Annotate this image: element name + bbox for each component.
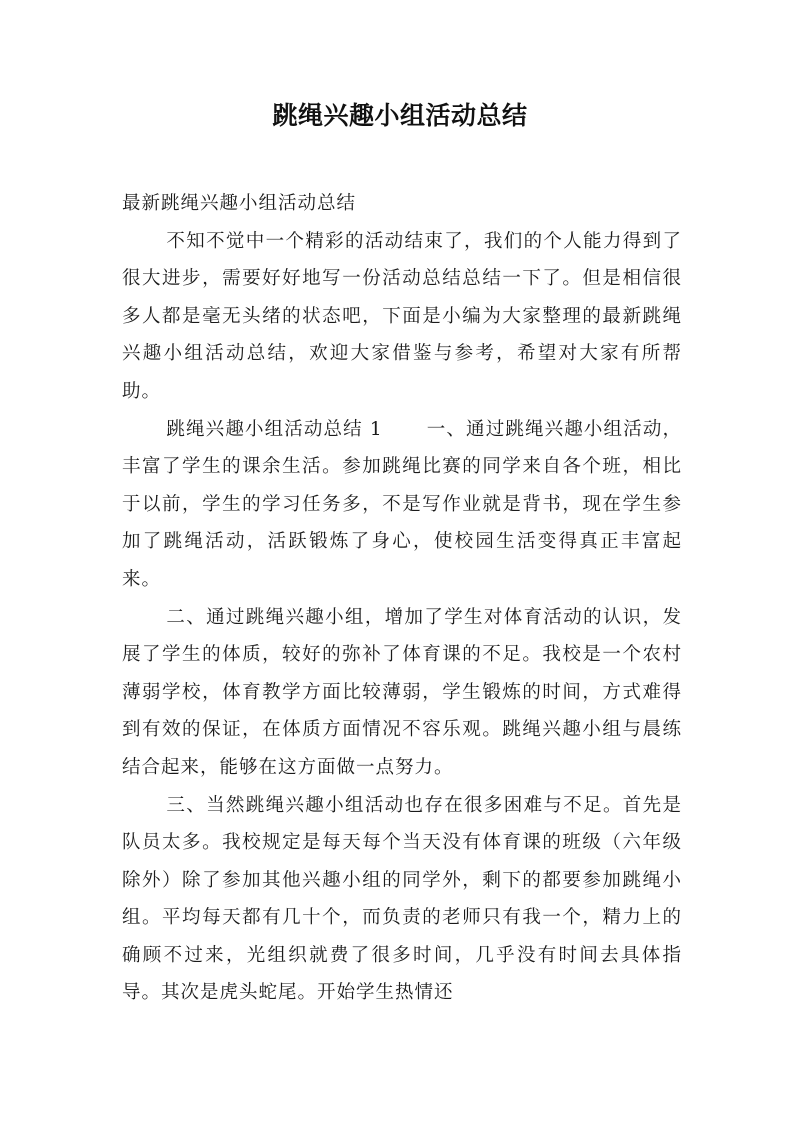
section-1-paragraph-1-text: 一、通过跳绳兴趣小组活动，丰富了学生的课余生活。参加跳绳比赛的同学来自各个班，相比于以前，学生的学习任务多，不是写作业就是背书，现在学生参加了跳绳活动，活跃锻炼了身心，使校园生活变得真正丰富起来。: [122, 418, 682, 590]
section-1-paragraph-3: 三、当然跳绳兴趣小组活动也存在很多困难与不足。首先是队员太多。我校规定是每天每个当天没有体育课的班级（六年级除外）除了参加其他兴趣小组的同学外，剩下的都要参加跳绳小组。平均每天都有几十个，而负责的老师只有我一个，精力上的确顾不过来，光组织就费了很多时间，几乎没有时间去具体指导。其次是虎头蛇尾。开始学生热情还: [122, 794, 682, 1004]
section-1-paragraph-2: 二、通过跳绳兴趣小组，增加了学生对体育活动的认识，发展了学生的体质，较好的弥补了体育课的不足。我校是一个农村薄弱学校，体育教学方面比较薄弱，学生锻炼的时间，方式难得到有效的保证，在体质方面情况不容乐观。跳绳兴趣小组与晨练结合起来，能够在这方面做一点努力。: [122, 606, 682, 778]
document-body: [122, 185, 682, 1012]
document-title: 跳绳兴趣小组活动总结: [272, 101, 528, 130]
intro-paragraph: 不知不觉中一个精彩的活动结束了，我们的个人能力得到了很大进步，需要好好地写一份活动总结总结一下了。但是相信很多人都是毫无头绪的状态吧，下面是小编为大家整理的最新跳绳兴趣小组活动总结，欢迎大家借鉴与参考，希望对大家有所帮助。: [122, 230, 682, 402]
section-1-paragraph-1: [122, 411, 682, 599]
document-subtitle: 最新跳绳兴趣小组活动总结: [122, 193, 357, 214]
section-1-heading: 跳绳兴趣小组活动总结 1: [166, 418, 383, 440]
